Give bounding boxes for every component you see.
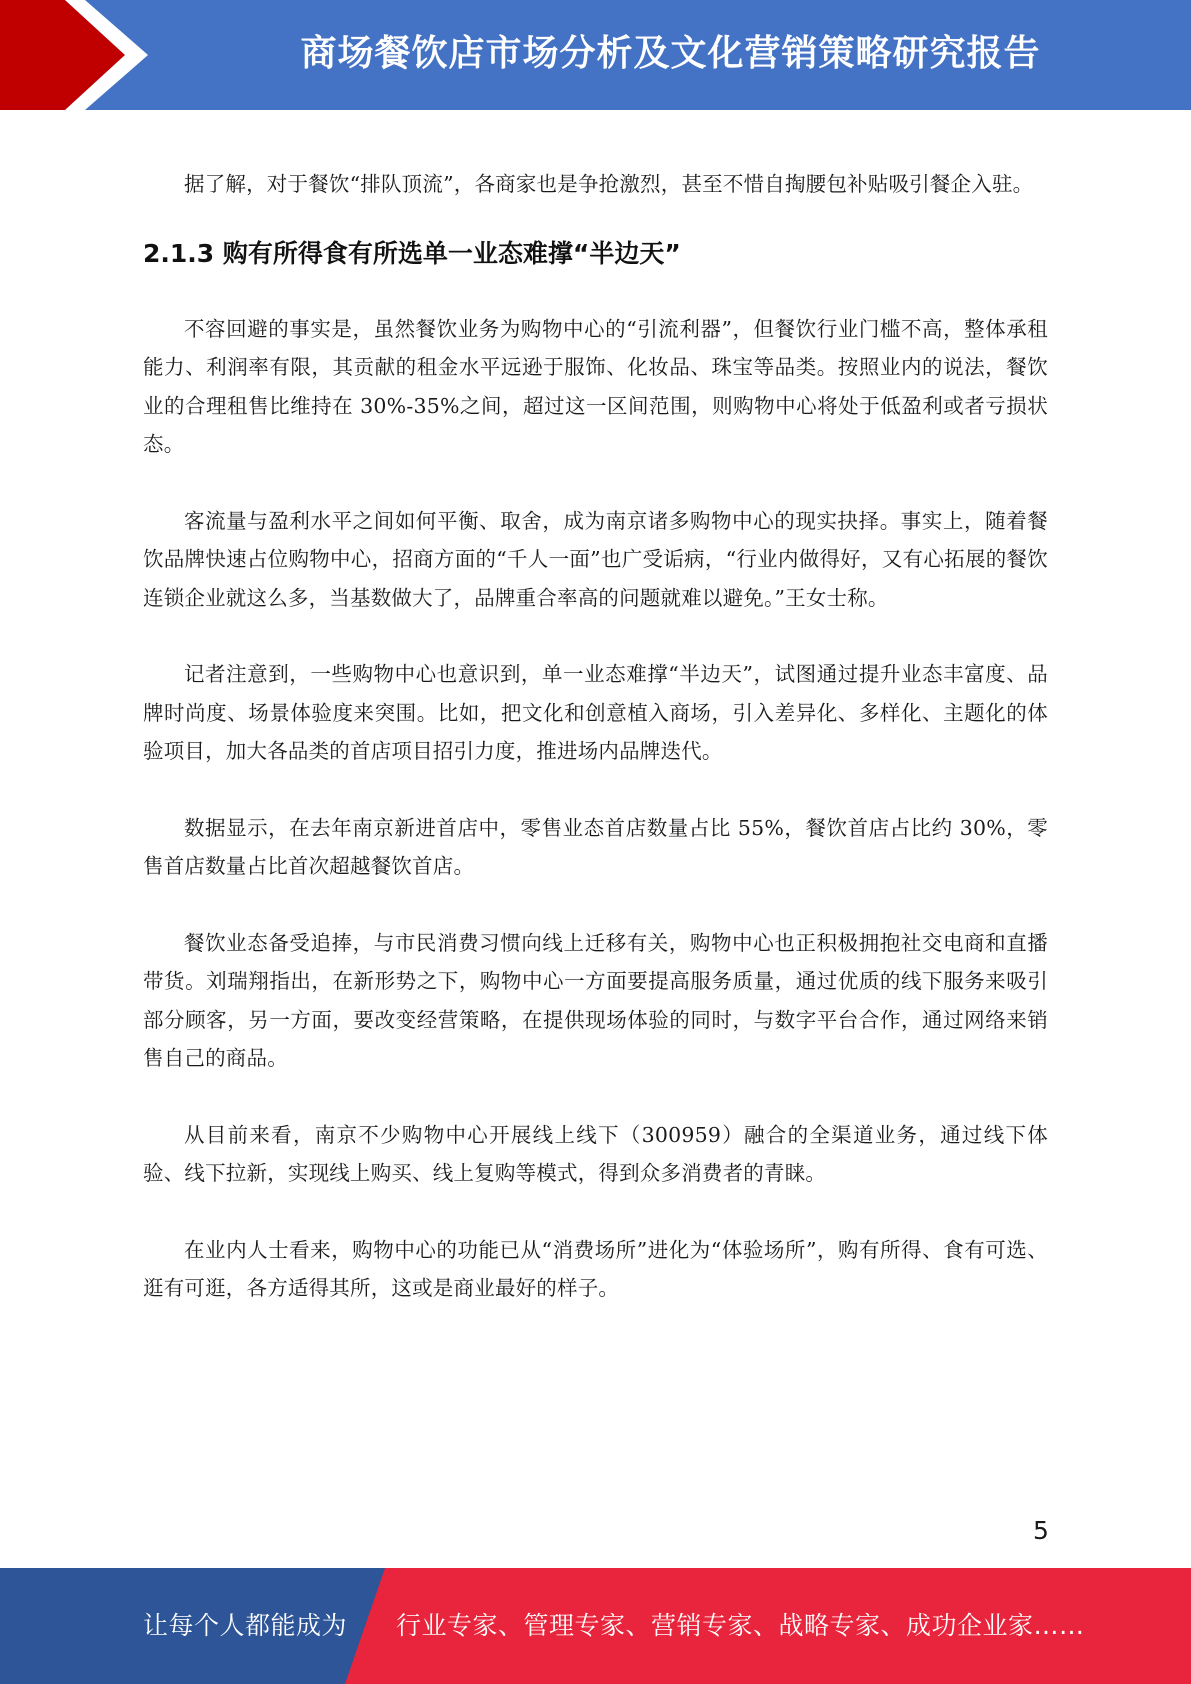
report-title: 商场餐饮店市场分析及文化营销策略研究报告: [300, 33, 1041, 74]
page-number: 5: [1033, 1516, 1049, 1545]
footer-banner: [0, 1568, 1191, 1684]
paragraph-2: 客流量与盈利水平之间如何平衡、取舍，成为南京诸多购物中心的现实抉择。事实上，随着餐饮品牌快速占位购物中心，招商方面的“千人一面”也广受诟病，“行业内做得好，又有心拓展的餐饮连锁企业就这么多，当基数做大了，品牌重合率高的问题就难以避免。”王女士称。: [143, 508, 1048, 610]
paragraph-5: 餐饮业态备受追捧，与市民消费习惯向线上迁移有关，购物中心也正积极拥抱社交电商和直播带货。刘瑞翔指出，在新形势之下，购物中心一方面要提高服务质量，通过优质的线下服务来吸引部分顾客，另一方面，要改变经营策略，在提供现场体验的同时，与数字平台合作，通过网络来销售自己的商品。: [143, 930, 1048, 1070]
header-banner: [0, 0, 1191, 110]
paragraph-3: 记者注意到，一些购物中心也意识到，单一业态难撑“半边天”，试图通过提升业态丰富度、品牌时尚度、场景体验度来突围。比如，把文化和创意植入商场，引入差异化、多样化、主题化的体验项目，加大各品类的首店项目招引力度，推进场内品牌迭代。: [143, 662, 1048, 763]
section-heading: 2.1.3 购有所得食有所选单一业态难撑“半边天”: [143, 238, 681, 268]
paragraph-1: 不容回避的事实是，虽然餐饮业务为购物中心的“引流利器”，但餐饮行业门槛不高，整体承租能力、利润率有限，其贡献的租金水平远逊于服饰、化妆品、珠宝等品类。按照业内的说法，餐饮业的合理租售比维持在 30%-35%之间，超过这一区间范围，则购物中心将处于低盈利或者亏损状态。: [143, 316, 1048, 456]
document-body: [143, 165, 1048, 1308]
paragraph-4: 数据显示，在去年南京新进首店中，零售业态首店数量占比 55%，餐饮首店占比约 30%，零售首店数量占比首次超越餐饮首店。: [143, 815, 1048, 878]
footer-slogan-right: 行业专家、管理专家、营销专家、战略专家、成功企业家……: [396, 1611, 1085, 1640]
paragraph-intro: 据了解，对于餐饮“排队顶流”，各商家也是争抢激烈，甚至不惜自掏腰包补贴吸引餐企入驻。: [184, 172, 1034, 196]
paragraph-7: 在业内人士看来，购物中心的功能已从“消费场所”进化为“体验场所”，购有所得、食有可选、逛有可逛，各方适得其所，这或是商业最好的样子。: [143, 1237, 1048, 1300]
paragraph-6: 从目前来看，南京不少购物中心开展线上线下（300959）融合的全渠道业务，通过线下体验、线下拉新，实现线上购买、线上复购等模式，得到众多消费者的青睐。: [143, 1122, 1048, 1185]
footer-slogan-left: 让每个人都能成为: [143, 1611, 348, 1640]
header-chevron-decoration: [0, 0, 160, 110]
